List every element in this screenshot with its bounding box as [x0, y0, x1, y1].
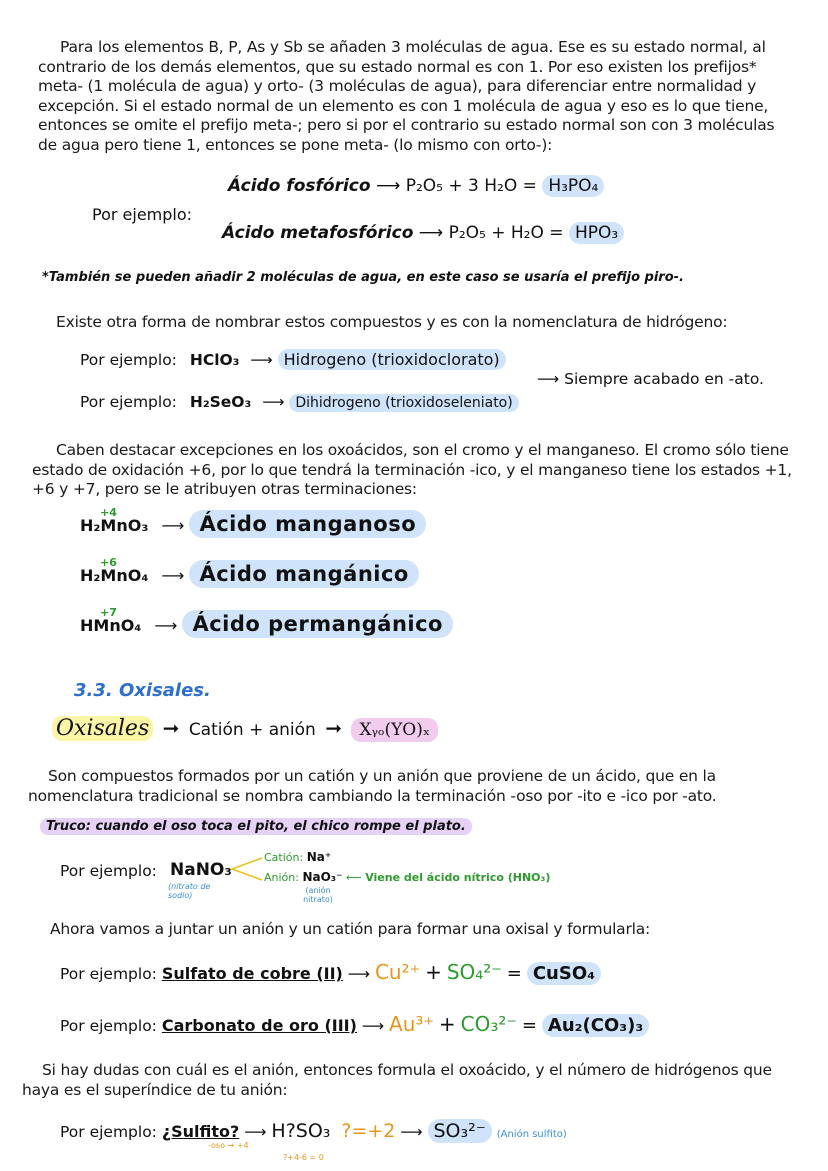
oxidation-state: +4	[100, 506, 117, 519]
reaction-formula: P₂O₅ + 3 H₂O =	[405, 176, 537, 196]
cation-formula: Na⁺	[306, 850, 332, 864]
anion-note: (Anión sulfito)	[496, 1129, 567, 1140]
anion-question: ¿Sulfito?	[161, 1122, 240, 1141]
arrow-icon: ⟶	[154, 616, 178, 635]
anion: SO₄²⁻	[446, 960, 502, 984]
example-label: Por ejemplo:	[80, 351, 177, 369]
reaction-result: H₃PO₄	[542, 175, 604, 197]
anion-note: (anión nitrato)	[303, 886, 333, 904]
oxisales-scheme	[52, 716, 438, 741]
example1-line2	[222, 223, 624, 243]
cation-label: Catión:	[264, 851, 304, 864]
exception-item	[80, 506, 426, 536]
nano3-label: Por ejemplo:	[60, 862, 157, 880]
example-label: Por ejemplo:	[80, 393, 177, 411]
cation: Au³⁺	[389, 1012, 434, 1036]
trick: Truco: cuando el oso toca el pito, el chico rompe el plato.	[40, 818, 472, 835]
salt-name: Carbonato de oro (III)	[161, 1016, 357, 1035]
scheme-formula: Xᵧₒ(YO)ₓ	[351, 718, 438, 742]
formula: H₂SeO₃	[189, 393, 252, 411]
arrow-icon: ⟶	[262, 393, 285, 411]
oxidation-state: +6	[100, 556, 117, 569]
doubts-paragraph: Si hay dudas con cuál es el anión, entonces formula el oxoácido, y el número de hidrógenos que haya es el superíndice de tu anión:	[22, 1061, 772, 1099]
arrow-icon: ⟶	[347, 965, 371, 983]
nano3-anion	[264, 870, 550, 884]
exception-item	[80, 606, 453, 636]
hydrogen-example1	[80, 350, 506, 369]
hydrogen-name: Dihidrogeno (trioxidoseleniato)	[289, 394, 518, 412]
scheme-mid: Catión + anión	[188, 720, 316, 740]
join-example2: Por ejemplo: Carbonato de oro (III) ⟶ Au³⁺ + CO₃²⁻ = Au₂(CO₃)₃	[60, 1012, 649, 1036]
hydrogen-example2	[80, 393, 519, 411]
nano3-cation	[264, 850, 331, 864]
section-title: 3.3. Oxisales.	[74, 680, 211, 701]
anion: CO₃²⁻	[460, 1012, 517, 1036]
acid-name: Ácido fosfórico	[228, 176, 371, 196]
arrow-icon: ⟶	[418, 223, 444, 243]
hydrogen-note: ⟶ Siempre acabado en -ato.	[537, 370, 764, 388]
formula: H₂MnO₃	[80, 516, 149, 535]
anion-result: SO₃²⁻	[428, 1119, 492, 1143]
doubts-example	[60, 1120, 567, 1142]
exception-item	[80, 556, 419, 586]
arrow-icon: ⟵	[345, 871, 362, 884]
oxidation-state: +7	[100, 606, 117, 619]
formula: H₂MnO₄	[80, 566, 149, 585]
salt-formula: CuSO₄	[527, 962, 601, 985]
arrow-icon: ⟶	[250, 351, 273, 369]
nano3-note: (nitrato de sodio)	[168, 882, 211, 900]
exceptions-paragraph: Caben destacar excepciones en los oxoácidos, son el cromo y el manganeso. El cromo sólo tiene estado de oxidación +6, por lo que tendrá la terminación -ico, y el manganeso tiene los estados +1, +6 y +7, pero se le atribuyen otras terminaciones:	[32, 441, 792, 498]
footnote: *También se pueden añadir 2 moléculas de agua, en este caso se usaría el prefijo piro-.	[42, 270, 684, 285]
acid-name: Ácido mangánico	[189, 560, 418, 588]
salt-formula: Au₂(CO₃)₃	[542, 1014, 649, 1037]
reaction-result: HPO₃	[569, 222, 624, 244]
under-formula: ?+4-6 = 0	[283, 1153, 324, 1162]
hydrogen-intro: Existe otra forma de nombrar estos compuestos y es con la nomenclatura de hidrógeno:	[56, 313, 728, 331]
hydrogen-count: ?=+2	[341, 1120, 396, 1142]
acid-name: Ácido manganoso	[189, 510, 426, 538]
arrow-icon: ⟶	[161, 516, 185, 535]
acid-name: Ácido permangánico	[182, 610, 453, 638]
scheme-word: Oxisales	[52, 716, 153, 741]
arrow-icon: ⟶	[361, 1017, 385, 1035]
bracket-icon	[228, 854, 264, 884]
join-example1: Por ejemplo: Sulfato de cobre (II) ⟶ Cu²⁺ + SO₄²⁻ = CuSO₄	[60, 960, 601, 984]
acid-formula: H?SO₃	[271, 1120, 331, 1142]
salt-name: Sulfato de cobre (II)	[161, 964, 343, 983]
acid-name: Ácido metafosfórico	[222, 223, 414, 243]
anion-formula: NaO₃⁻	[302, 870, 343, 884]
anion-origin: Viene del ácido nítrico (HNO₃)	[365, 871, 551, 884]
example-label: Por ejemplo:	[60, 1017, 157, 1035]
arrow-icon: ➞	[162, 716, 180, 740]
cation: Cu²⁺	[374, 960, 421, 984]
intro-paragraph: Para los elementos B, P, As y Sb se añaden 3 moléculas de agua. Ese es su estado normal, al contrario de los demás elementos, que su estado normal es con 1. Por eso existen los prefijos* meta- (1 molécula de agua) y orto- (3 moléculas de agua), para diferenciar entre normalidad y excepción. Si el estado normal de un elemento es con 1 molécula de agua y eso es lo que tiene, entonces se omite el prefijo meta-; pero si por el contrario su estado normal son con 3 moléculas de agua pero tiene 1, entonces se pone meta- (lo mismo con orto-):	[38, 38, 775, 154]
arrow-icon: ➞	[325, 716, 342, 740]
example1-label: Por ejemplo:	[92, 205, 193, 224]
arrow-icon: ⟶	[400, 1123, 423, 1141]
anion-label: Anión:	[264, 871, 299, 884]
formula: HMnO₄	[80, 616, 142, 635]
arrow-icon: ⟶	[375, 176, 401, 196]
hydrogen-name: Hidrogeno (trioxidoclorato)	[278, 349, 506, 370]
oxisales-paragraph: Son compuestos formados por un catión y un anión que proviene de un ácido, que en la nomenclatura tradicional se nombra cambiando la terminación -oso por -ito e -ico por -ato.	[28, 767, 717, 805]
example-label: Por ejemplo:	[60, 965, 157, 983]
reaction-formula: P₂O₅ + H₂O =	[448, 223, 564, 243]
join-intro: Ahora vamos a juntar un anión y un catión para formar una oxisal y formularla:	[50, 920, 651, 938]
example-label: Por ejemplo:	[60, 1123, 157, 1141]
example1-line1	[228, 176, 604, 196]
formula: HClO₃	[189, 351, 240, 369]
arrow-icon: ⟶	[244, 1123, 267, 1141]
under-name: -oso → +4	[208, 1141, 249, 1150]
arrow-icon: ⟶	[161, 566, 185, 585]
nano3-formula: NaNO₃	[170, 860, 232, 880]
